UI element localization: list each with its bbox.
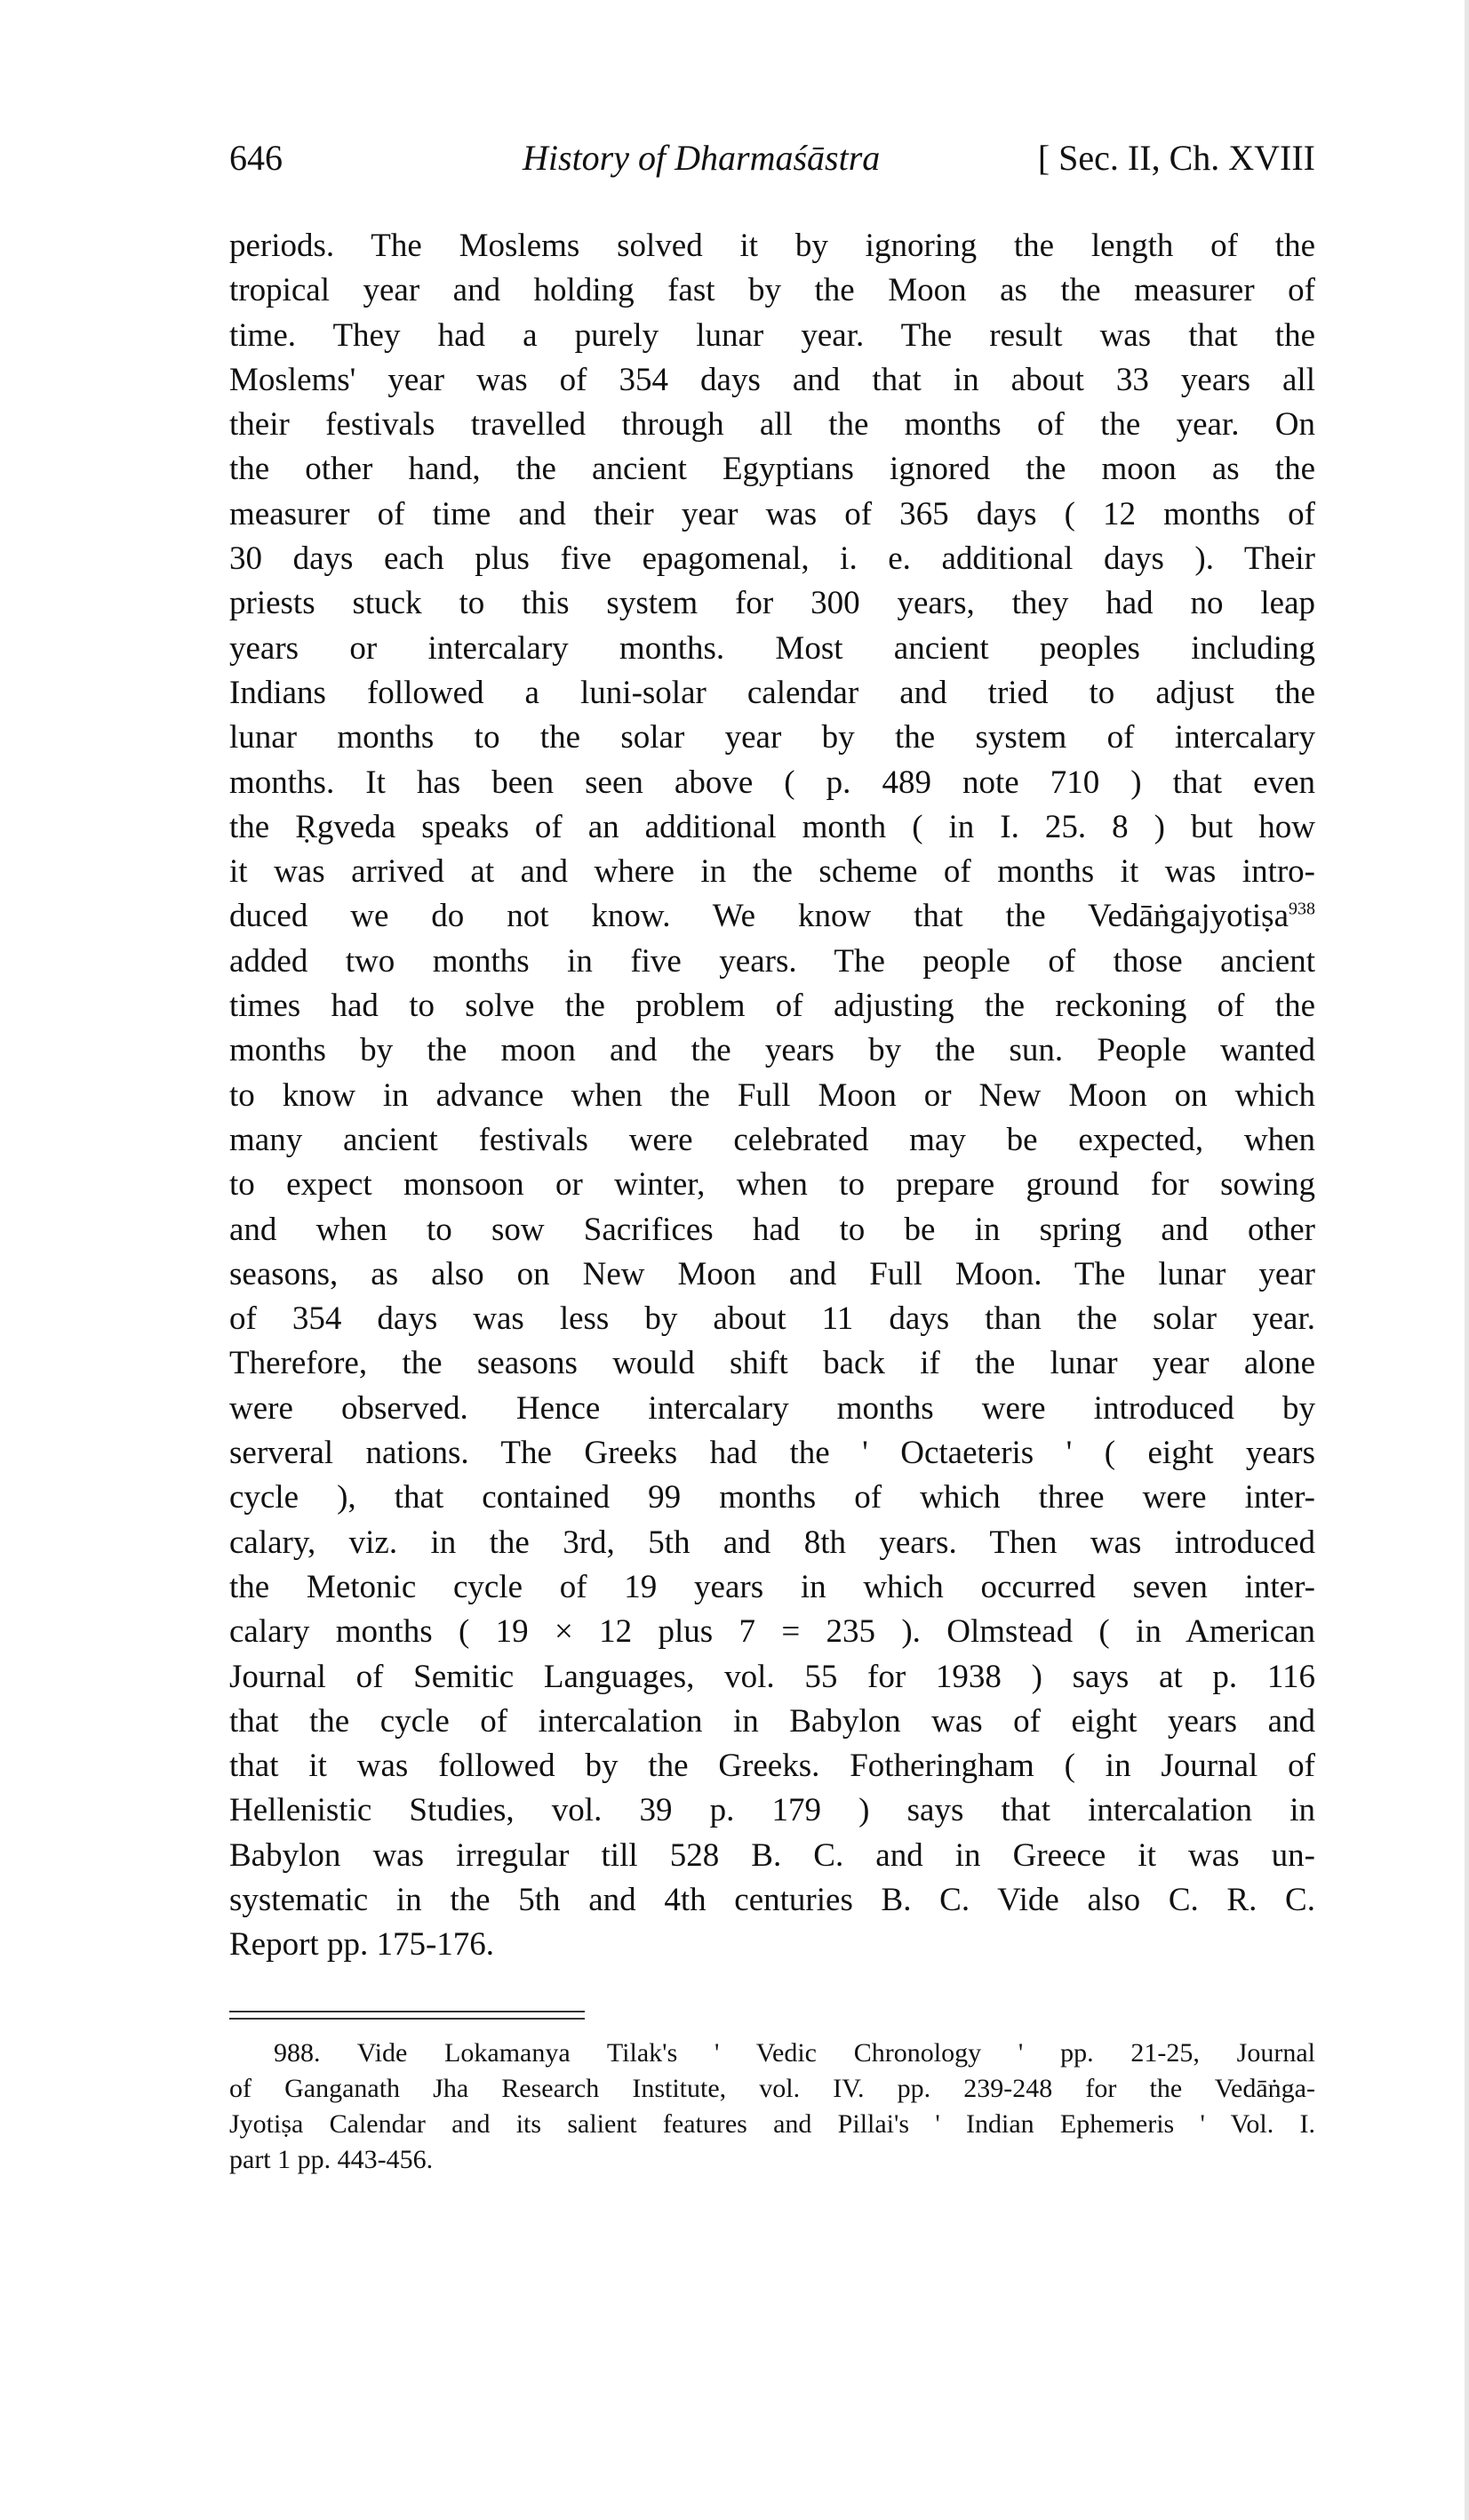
body-line: calary, viz. in the 3rd, 5th and 8th years. Then was introduced [229,1524,1315,1561]
footnote-line: of Ganganath Jha Research Institute, vol. IV. pp. 239-248 for the Vedāṅga- [229,2074,1315,2103]
body-line: Therefore, the seasons would shift back if the lunar year alone [229,1345,1315,1382]
body-line: the Metonic cycle of 19 years in which occurred seven inter- [229,1568,1315,1605]
footnote-reference: 938 [1289,900,1315,920]
body-line-text: duced we do not know. We know that the Vedāṅgajyotiṣa [229,898,1289,935]
body-line: of 354 days was less by about 11 days than the solar year. [229,1300,1315,1338]
body-text [229,224,1315,1968]
body-line: periods. The Moslems solved it by ignoring the length of the [229,228,1315,264]
body-line: priests stuck to this system for 300 years, they had no leap [229,585,1315,622]
body-line: that the cycle of intercalation in Babylon was of eight years and [229,1702,1315,1740]
body-line: cycle ), that contained 99 months of which three were inter- [229,1479,1315,1516]
scan-edge [1465,0,1469,2520]
body-line: Babylon was irregular till 528 B. C. and in Greece it was un- [229,1836,1315,1874]
body-line: Report pp. 175-176. [229,1926,495,1964]
body-line: measurer of time and their year was of 365 days ( 12 months of [229,495,1315,532]
body-line: Hellenistic Studies, vol. 39 p. 179 ) says that intercalation in [229,1792,1315,1829]
body-line: that it was followed by the Greeks. Fotheringham ( in Journal of [229,1748,1315,1785]
body-line: the other hand, the ancient Egyptians ignored the moon as the [229,451,1315,488]
body-line: it was arrived at and where in the scheme of months it was intro- [229,853,1315,891]
body-line: the Ṛgveda speaks of an additional month ( in I. 25. 8 ) but how [229,808,1315,845]
footnote-line: 988. Vide Lokamanya Tilak's ' Vedic Chronology ' pp. 21-25, Journal [274,2038,1315,2068]
footnote-line: part 1 pp. 443-456. [229,2145,434,2174]
body-line: months. It has been seen above ( p. 489 note 710 ) that even [229,764,1315,801]
body-line: months by the moon and the years by the sun. People wanted [229,1032,1315,1069]
body-line: to know in advance when the Full Moon or New Moon on which [229,1076,1315,1114]
body-line: 30 days each plus five epagomenal, i. e. additional days ). Their [229,540,1315,578]
body-line: added two months in five years. The people of those ancient [229,942,1315,980]
body-line: time. They had a purely lunar year. The result was that the [229,316,1315,354]
body-line: lunar months to the solar year by the system of intercalary [229,719,1315,756]
body-line: times had to solve the problem of adjusting the reckoning of the [229,988,1315,1025]
section-reference: [ Sec. II, Ch. XVIII [1037,138,1315,178]
page-number: 646 [229,138,283,178]
body-line: and when to sow Sacrifices had to be in spring and other [229,1211,1315,1248]
running-title: History of Dharmaśāstra [523,138,881,178]
body-line-with-footnote-ref [229,894,1315,939]
body-line: years or intercalary months. Most ancient peoples including [229,629,1315,667]
body-line: were observed. Hence intercalary months were introduced by [229,1389,1315,1427]
body-line: Journal of Semitic Languages, vol. 55 for 1938 ) says at p. 116 [229,1658,1315,1695]
body-line: Indians followed a luni-solar calendar and tried to adjust the [229,674,1315,711]
body-line: calary months ( 19 × 12 plus 7 = 235 ). Olmstead ( in American [229,1613,1315,1651]
body-line: many ancient festivals were celebrated may be expected, when [229,1121,1315,1158]
footnote-line: Jyotiṣa Calendar and its salient features and Pillai's ' Indian Ephemeris ' Vol. I. [229,2109,1315,2139]
body-line: systematic in the 5th and 4th centuries B. C. Vide also C. R. C. [229,1881,1315,1918]
page-header [229,132,1315,185]
body-line: Moslems' year was of 354 days and that in about 33 years all [229,361,1315,398]
body-line: tropical year and holding fast by the Moon as the measurer of [229,272,1315,309]
body-line: seasons, as also on New Moon and Full Moon. The lunar year [229,1255,1315,1292]
footnote-separator [229,2011,585,2020]
body-line: to expect monsoon or winter, when to prepare ground for sowing [229,1166,1315,1204]
body-line: serveral nations. The Greeks had the ' Octaeteris ' ( eight years [229,1435,1315,1472]
body-line: their festivals travelled through all the months of the year. On [229,406,1315,444]
footnote [229,2036,1315,2178]
